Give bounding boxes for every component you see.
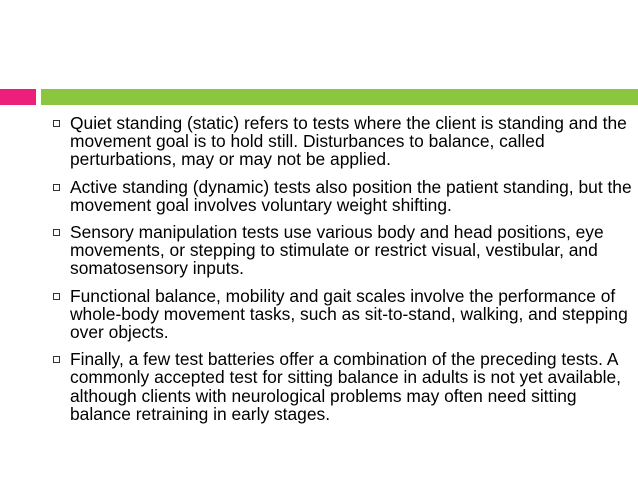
bullet-text: Finally, a few test batteries offer a combination of the preceding tests. A commonly accepted test for sitting balance in adults is not yet available, although clients with neurological problems may often need sitting balance retraining in early stages. [70, 349, 621, 424]
accent-bar [0, 89, 36, 105]
square-bullet-icon [53, 184, 60, 191]
square-bullet-icon [53, 229, 60, 236]
bullet-text: Sensory manipulation tests use various body and head positions, eye movements, or stepping to stimulate or restrict visual, vestibular, and somatosensory inputs. [70, 222, 604, 279]
square-bullet-icon [53, 356, 60, 363]
bullet-text: Quiet standing (static) refers to tests where the client is standing and the movement goal is to hold still. Disturbances to balance, called perturbations, may or may not be applied. [70, 113, 627, 170]
square-bullet-icon [53, 120, 60, 127]
title-divider-bar [41, 89, 638, 105]
bullet-list [42, 114, 632, 432]
bullet-text: Active standing (dynamic) tests also position the patient standing, but the movement goal involves voluntary weight shifting. [70, 176, 632, 215]
square-bullet-icon [53, 293, 60, 300]
bullet-item-sensory-manipulation [42, 223, 632, 278]
bullet-item-functional-balance [42, 287, 632, 342]
bullet-item-active-standing [42, 178, 632, 214]
bullet-item-quiet-standing [42, 114, 632, 169]
bullet-item-test-batteries [42, 350, 632, 423]
bullet-text: Functional balance, mobility and gait scales involve the performance of whole-body movement tasks, such as sit-to-stand, walking, and stepping over objects. [70, 285, 628, 343]
